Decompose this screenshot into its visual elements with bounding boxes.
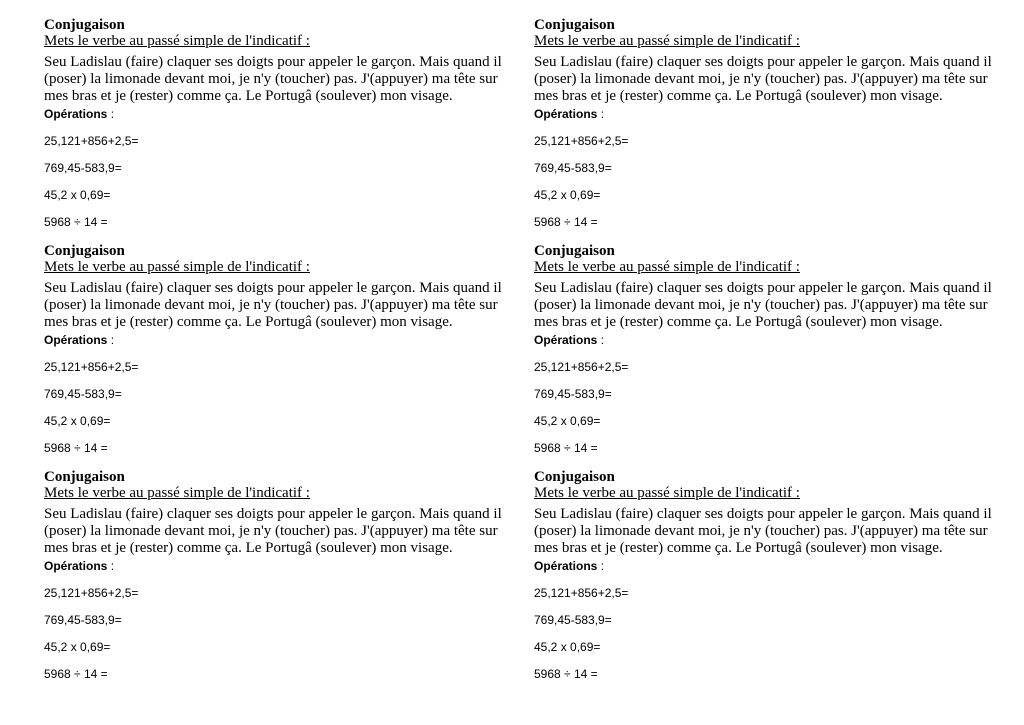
operations-heading <box>44 559 514 574</box>
operation-3: 45,2 x 0,69= <box>534 414 601 428</box>
operations-heading <box>44 107 514 122</box>
section-title: Conjugaison <box>534 243 615 259</box>
exercise-text <box>534 506 1004 557</box>
operation-2: 769,45-583,9= <box>534 613 612 627</box>
operations-colon: : <box>597 333 605 347</box>
operations-heading <box>534 333 1004 348</box>
exercise-line: (poser) la limonade devant moi, je n'y (toucher) pas. J'(appuyer) ma tête sur <box>534 71 988 87</box>
section-title: Conjugaison <box>44 243 125 259</box>
exercise-line: (poser) la limonade devant moi, je n'y (toucher) pas. J'(appuyer) ma tête sur <box>534 297 988 313</box>
exercise-text <box>44 280 514 331</box>
exercise-line: (poser) la limonade devant moi, je n'y (toucher) pas. J'(appuyer) ma tête sur <box>44 71 498 87</box>
exercise-text <box>534 280 1004 331</box>
operations-label: Opérations <box>44 333 108 347</box>
section-title: Conjugaison <box>44 469 125 485</box>
worksheet-card <box>534 17 1004 230</box>
operations-label: Opérations <box>44 559 108 573</box>
operations-label: Opérations <box>44 107 108 121</box>
exercise-line: Seu Ladislau (faire) claquer ses doigts pour appeler le garçon. Mais quand il <box>534 280 992 296</box>
operation-3: 45,2 x 0,69= <box>534 640 601 654</box>
operation-2: 769,45-583,9= <box>534 161 612 175</box>
exercise-line: mes bras et je (rester) comme ça. Le Portugâ (soulever) mon visage. <box>534 88 943 104</box>
operation-4: 5968 ÷ 14 = <box>44 441 108 455</box>
exercise-text <box>44 506 514 557</box>
operations-heading <box>44 333 514 348</box>
worksheet-card <box>534 243 1004 456</box>
operation-4: 5968 ÷ 14 = <box>534 667 598 681</box>
exercise-text <box>534 54 1004 105</box>
section-title: Conjugaison <box>44 17 125 33</box>
exercise-line: Seu Ladislau (faire) claquer ses doigts pour appeler le garçon. Mais quand il <box>534 54 992 70</box>
instruction: Mets le verbe au passé simple de l'indicatif : <box>44 485 310 501</box>
worksheet-card <box>44 469 514 682</box>
operation-1: 25,121+856+2,5= <box>44 586 139 600</box>
exercise-line: mes bras et je (rester) comme ça. Le Portugâ (soulever) mon visage. <box>44 88 453 104</box>
exercise-line: mes bras et je (rester) comme ça. Le Portugâ (soulever) mon visage. <box>534 314 943 330</box>
exercise-line: mes bras et je (rester) comme ça. Le Portugâ (soulever) mon visage. <box>44 540 453 556</box>
exercise-line: mes bras et je (rester) comme ça. Le Portugâ (soulever) mon visage. <box>44 314 453 330</box>
operation-3: 45,2 x 0,69= <box>44 188 111 202</box>
worksheet-card <box>534 469 1004 682</box>
operation-4: 5968 ÷ 14 = <box>534 215 598 229</box>
operation-3: 45,2 x 0,69= <box>44 640 111 654</box>
instruction: Mets le verbe au passé simple de l'indicatif : <box>44 33 310 49</box>
instruction: Mets le verbe au passé simple de l'indicatif : <box>534 259 800 275</box>
exercise-line: (poser) la limonade devant moi, je n'y (toucher) pas. J'(appuyer) ma tête sur <box>44 297 498 313</box>
operation-1: 25,121+856+2,5= <box>534 360 629 374</box>
operation-1: 25,121+856+2,5= <box>44 134 139 148</box>
exercise-line: Seu Ladislau (faire) claquer ses doigts pour appeler le garçon. Mais quand il <box>44 280 502 296</box>
exercise-line: (poser) la limonade devant moi, je n'y (toucher) pas. J'(appuyer) ma tête sur <box>44 523 498 539</box>
operations-colon: : <box>597 107 605 121</box>
operation-2: 769,45-583,9= <box>44 613 122 627</box>
operations-heading <box>534 559 1004 574</box>
operations-heading <box>534 107 1004 122</box>
operation-2: 769,45-583,9= <box>44 161 122 175</box>
operations-colon: : <box>107 107 115 121</box>
operation-2: 769,45-583,9= <box>44 387 122 401</box>
operation-1: 25,121+856+2,5= <box>534 586 629 600</box>
section-title: Conjugaison <box>534 469 615 485</box>
operations-colon: : <box>107 333 115 347</box>
operations-label: Opérations <box>534 333 598 347</box>
worksheet-card <box>44 17 514 230</box>
operation-4: 5968 ÷ 14 = <box>534 441 598 455</box>
operation-3: 45,2 x 0,69= <box>44 414 111 428</box>
operation-2: 769,45-583,9= <box>534 387 612 401</box>
instruction: Mets le verbe au passé simple de l'indicatif : <box>44 259 310 275</box>
exercise-line: (poser) la limonade devant moi, je n'y (toucher) pas. J'(appuyer) ma tête sur <box>534 523 988 539</box>
operation-4: 5968 ÷ 14 = <box>44 667 108 681</box>
worksheet-card <box>44 243 514 456</box>
operations-colon: : <box>597 559 605 573</box>
exercise-line: mes bras et je (rester) comme ça. Le Portugâ (soulever) mon visage. <box>534 540 943 556</box>
operation-4: 5968 ÷ 14 = <box>44 215 108 229</box>
exercise-line: Seu Ladislau (faire) claquer ses doigts pour appeler le garçon. Mais quand il <box>44 506 502 522</box>
exercise-text <box>44 54 514 105</box>
instruction: Mets le verbe au passé simple de l'indicatif : <box>534 485 800 501</box>
operation-3: 45,2 x 0,69= <box>534 188 601 202</box>
operation-1: 25,121+856+2,5= <box>534 134 629 148</box>
exercise-line: Seu Ladislau (faire) claquer ses doigts pour appeler le garçon. Mais quand il <box>534 506 992 522</box>
section-title: Conjugaison <box>534 17 615 33</box>
operations-colon: : <box>107 559 115 573</box>
operations-label: Opérations <box>534 559 598 573</box>
operations-label: Opérations <box>534 107 598 121</box>
exercise-line: Seu Ladislau (faire) claquer ses doigts pour appeler le garçon. Mais quand il <box>44 54 502 70</box>
instruction: Mets le verbe au passé simple de l'indicatif : <box>534 33 800 49</box>
operation-1: 25,121+856+2,5= <box>44 360 139 374</box>
